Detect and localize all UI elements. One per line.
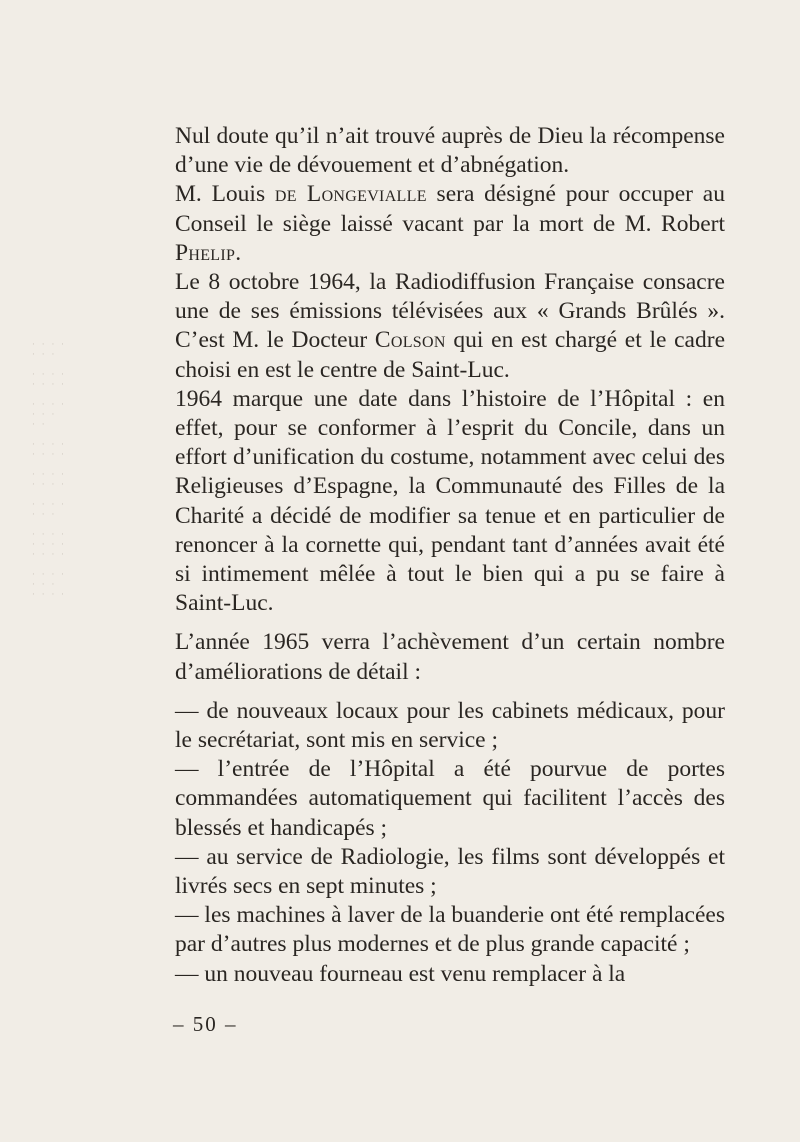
text-segment: — un nouveau fourneau est venu remplacer à la — [175, 960, 626, 987]
text-segment: . — [235, 239, 242, 266]
list-item — [175, 755, 725, 843]
text-segment: — les machines à laver de la buanderie ont été remplacées par d’autres plus modernes et de plus grande capacité ; — [175, 902, 725, 958]
proper-name: de Longevialle — [274, 181, 427, 208]
list-item — [175, 697, 725, 755]
text-segment: qui en est chargé et le cadre choisi en est le centre de Saint-Luc. — [175, 327, 725, 383]
proper-name: Phelip — [175, 239, 236, 266]
proper-name: Colson — [374, 327, 446, 354]
list-item — [175, 843, 725, 901]
text-segment: Nul doute qu’il n’ait trouvé auprès de Dieu la récompense d’une vie de dévouement et d’abnégation. — [175, 123, 725, 179]
text-segment: L’année 1965 verra l’achèvement d’un certain nombre d’améliorations de détail : — [175, 629, 725, 685]
body-text — [175, 122, 725, 989]
text-segment: 1964 marque une date dans l’histoire de l’Hôpital : en effet, pour se conformer à l’esprit du Concile, dans un effort d’unification du costume, notamment avec celui des Religieuses d’Espagne, la Communauté des Filles de la Charité a décidé de modifier sa tenue et en particulier de renoncer à la cornette qui, pendant tant d’années avait été si intimement mêlée à tout le bien qui a pu se faire à Saint-Luc. — [175, 385, 725, 617]
page-number: – 50 – — [173, 1012, 238, 1036]
paragraph-4 — [175, 385, 725, 619]
text-segment: — l’entrée de l’Hôpital a été pourvue de portes commandées automatiquement qui facilitent l’accès des blessés et handicapés ; — [175, 756, 725, 841]
list-item — [175, 901, 725, 959]
text-segment: — de nouveaux locaux pour les cabinets médicaux, pour le secrétariat, sont mis en service ; — [175, 697, 725, 754]
paragraph-3 — [175, 268, 725, 385]
bleed-through-marks: · · · · · · · · · · · · · · · · · · · · · · · · · · · · · · · · · · · · · · · · · · · · · · · · · · · · · · · · · · · · · · · · · · · · · · — [32, 340, 67, 600]
text-segment: M. Louis — [175, 181, 275, 208]
text-segment: — au service de Radiologie, les films sont développés et livrés secs en sept minutes ; — [175, 843, 725, 900]
list-item — [175, 960, 725, 989]
paragraph-1 — [175, 122, 725, 180]
paragraph-5 — [175, 628, 725, 686]
text-segment: sera désigné pour occuper au Conseil le siège laissé vacant par la mort de M. Robert — [175, 181, 725, 237]
paragraph-2 — [175, 180, 725, 268]
text-segment: Le 8 octobre 1964, la Radiodiffusion Française consacre une de ses émissions télévisées aux « Grands Brûlés ». C’est M. le Docteur — [175, 269, 725, 354]
